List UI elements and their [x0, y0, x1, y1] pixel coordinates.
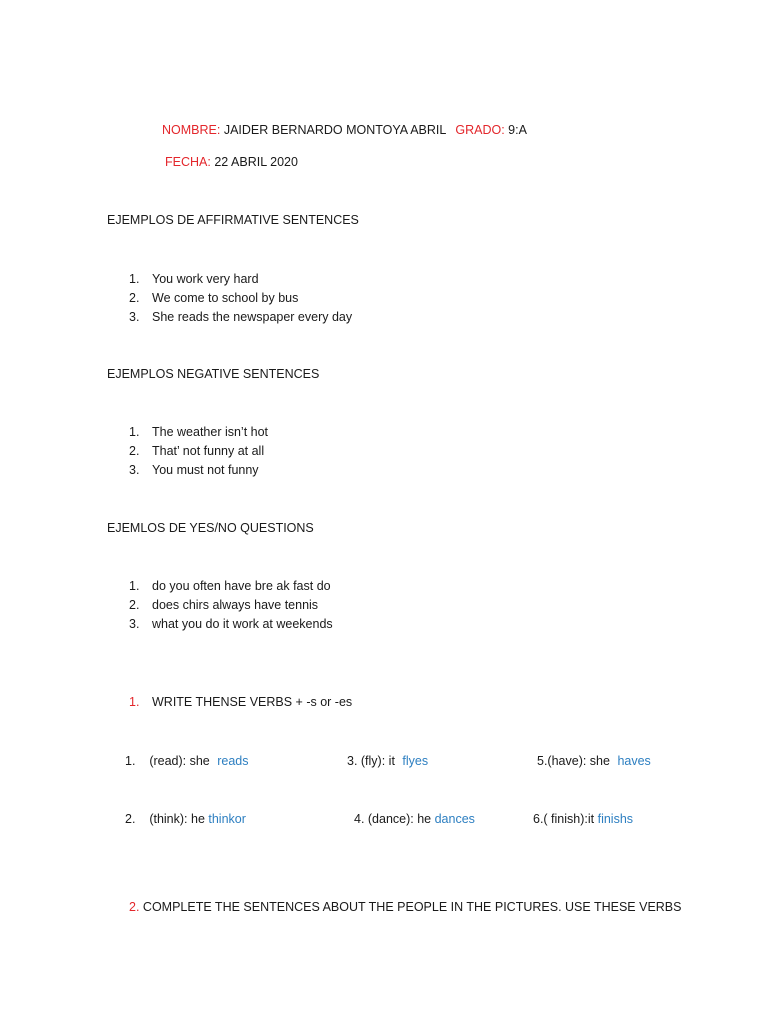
answer-think: 2. (think): he thinkor [125, 812, 246, 826]
list-item: 2. That’ not funny at all [129, 444, 265, 458]
answer-finish: 6.( finish):it finishs [533, 812, 634, 826]
answer-have: 5.(have): she haves [537, 754, 651, 768]
list-item: 3. She reads the newspaper every day [129, 310, 353, 324]
nombre-value: JAIDER BERNARDO MONTOYA ABRIL [223, 123, 446, 137]
answer-fly: 3. (fly): it flyes [347, 754, 429, 768]
answer-read: 1. (read): she reads [125, 754, 249, 768]
exercise1-title: 1. WRITE THENSE VERBS + -s or -es [129, 695, 353, 709]
list-item: 1. You work very hard [129, 272, 259, 286]
fecha-label: FECHA: [165, 155, 211, 169]
grado-label: GRADO: [455, 123, 505, 137]
exercise2-title: 2. COMPLETE THE SENTENCES ABOUT THE PEOPLE IN THE PICTURES. USE THESE VERBS [129, 900, 682, 914]
fecha-value: 22 ABRIL 2020 [214, 155, 298, 169]
list-item: 2. We come to school by bus [129, 291, 299, 305]
fecha-line [165, 155, 298, 169]
affirmative-heading: EJEMPLOS DE AFFIRMATIVE SENTENCES [107, 213, 359, 227]
nombre-line [162, 123, 527, 137]
list-item: 2. does chirs always have tennis [129, 598, 319, 612]
list-item: 1. do you often have bre ak fast do [129, 579, 331, 593]
questions-heading: EJEMLOS DE YES/NO QUESTIONS [107, 521, 314, 535]
list-item: 1. The weather isn’t hot [129, 425, 269, 439]
grado-value: 9:A [508, 123, 527, 137]
list-item: 3. You must not funny [129, 463, 259, 477]
list-item: 3. what you do it work at weekends [129, 617, 333, 631]
nombre-label: NOMBRE: [162, 123, 221, 137]
negative-heading: EJEMPLOS NEGATIVE SENTENCES [107, 367, 320, 381]
answer-dance: 4. (dance): he dances [354, 812, 475, 826]
